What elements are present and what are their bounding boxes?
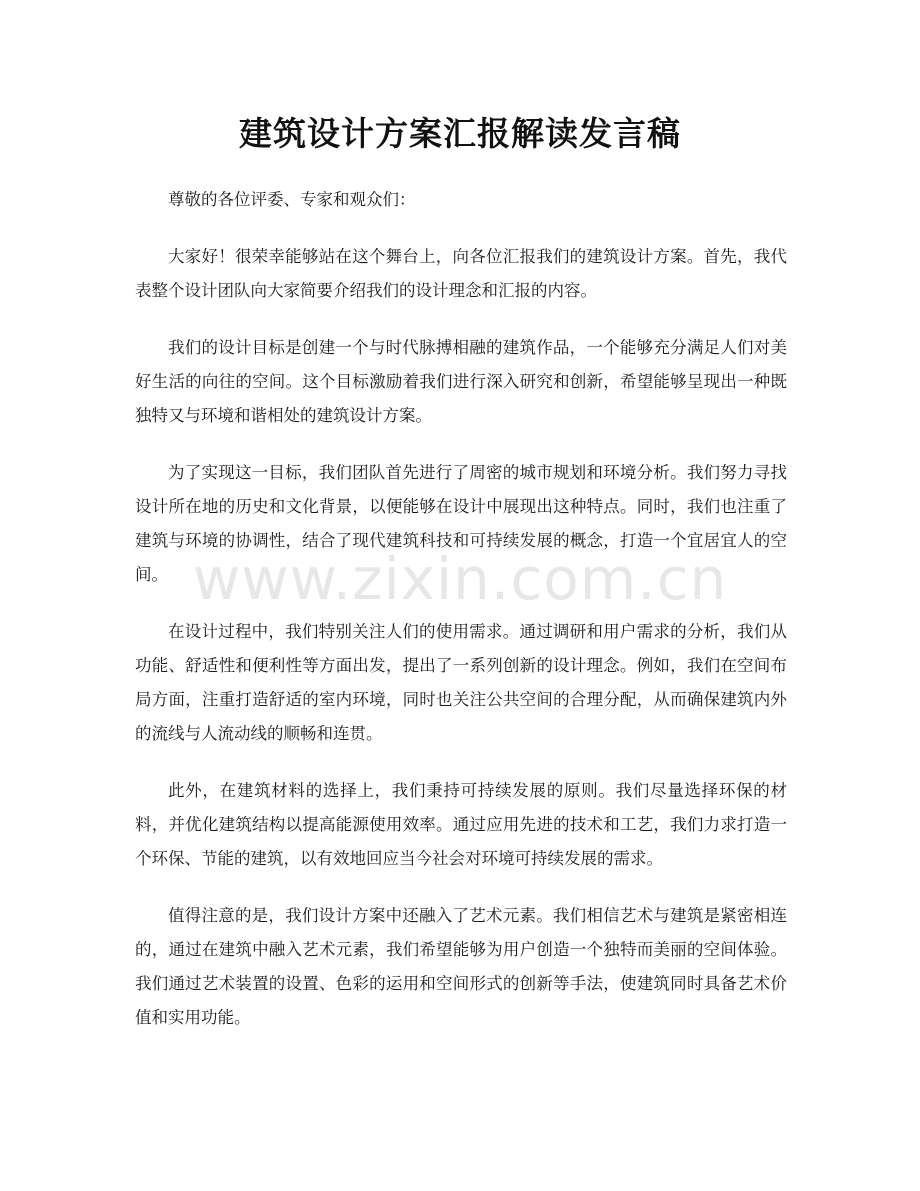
paragraph-introduction: 大家好！很荣幸能够站在这个舞台上，向各位汇报我们的建筑设计方案。首先，我代表整个设计团队向大家简要介绍我们的设计理念和汇报的内容。 xyxy=(135,247,787,300)
paragraph-planning-analysis: 为了实现这一目标，我们团队首先进行了周密的城市规划和环境分析。我们努力寻找设计所在地的历史和文化背景，以便能够在设计中展现出这种特点。同时，我们也注重了建筑与环境的协调性，结合了现代建筑科技和可持续发展的概念，打造一个宜居宜人的空间。 xyxy=(135,463,787,584)
paragraph-design-goal: 我们的设计目标是创建一个与时代脉搏相融的建筑作品，一个能够充分满足人们对美好生活的向往的空间。这个目标激励着我们进行深入研究和创新，希望能够呈现出一种既独特又与环境和谐相处的建筑设计方案。 xyxy=(135,338,787,425)
paragraph-user-needs: 在设计过程中，我们特别关注人们的使用需求。通过调研和用户需求的分析，我们从功能、舒适性和便利性等方面出发，提出了一系列创新的设计理念。例如，我们在空间布局方面，注重打造舒适的室内环境，同时也关注公共空间的合理分配，从而确保建筑内外的流线与人流动线的顺畅和连贯。 xyxy=(135,622,787,743)
watermark-text: www.zixin.com.cn xyxy=(192,545,728,613)
paragraph-art-elements: 值得注意的是，我们设计方案中还融入了艺术元素。我们相信艺术与建筑是紧密相连的，通过在建筑中融入艺术元素，我们希望能够为用户创造一个独特而美丽的空间体验。我们通过艺术装置的设置、色彩的运用和空间形式的创新等手法，使建筑同时具备艺术价值和实用功能。 xyxy=(135,906,787,1027)
paragraph-materials: 此外，在建筑材料的选择上，我们秉持可持续发展的原则。我们尽量选择环保的材料，并优化建筑结构以提高能源使用效率。通过应用先进的技术和工艺，我们力求打造一个环保、节能的建筑，以有效地回应当今社会对环境可持续发展的需求。 xyxy=(135,781,787,868)
paragraph-salutation: 尊敬的各位评委、专家和观众们： xyxy=(168,190,416,209)
document-body xyxy=(135,183,787,1058)
page-title: 建筑设计方案汇报解读发言稿 xyxy=(239,114,681,153)
